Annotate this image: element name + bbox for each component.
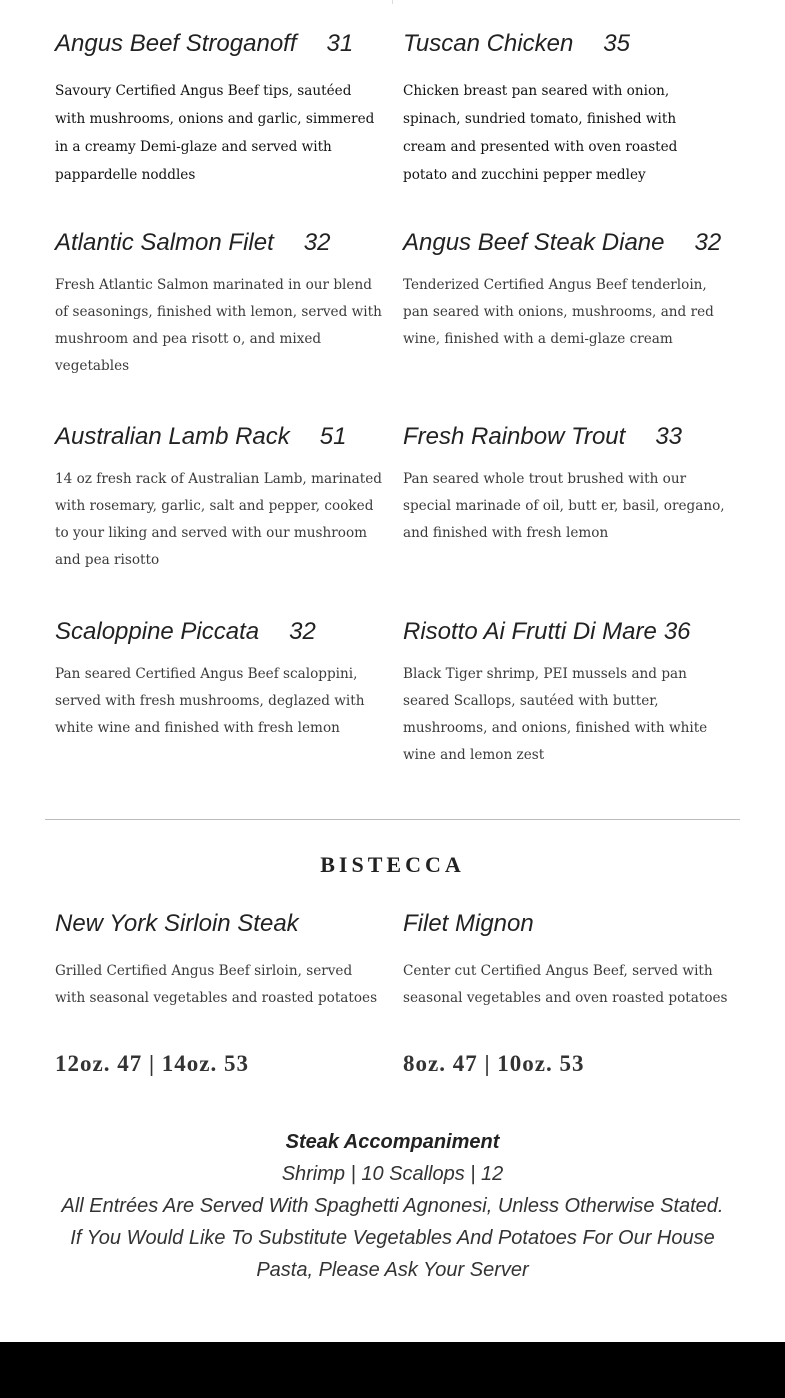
steak-price: 12oz. 47 | 14oz. 53 (55, 1051, 249, 1076)
dish-description: Chicken breast pan seared with onion, spinach, sundried tomato, finished with cream and presented with oven roasted potato and zucchini pepper medley (403, 83, 678, 183)
menu-item-lamb-rack (55, 422, 385, 574)
dish-name: Risotto Ai Frutti Di Mare (403, 618, 657, 645)
top-divider-mark (392, 0, 393, 4)
menu-notes (0, 1126, 785, 1286)
accompaniment-prices: Shrimp | 10 Scallops | 12 (281, 1163, 504, 1185)
footer-bar (0, 1342, 785, 1398)
dish-description: 14 oz fresh rack of Australian Lamb, marinated with rosemary, garlic, salt and pepper, cooked to your liking and served with our mushroom and pea risotto (55, 471, 382, 568)
dish-price: 35 (603, 30, 630, 57)
dish-name: Fresh Rainbow Trout (403, 423, 626, 450)
dish-description: Fresh Atlantic Salmon marinated in our blend of seasonings, finished with lemon, served with mushroom and pea risott o, and mixed vegetables (55, 277, 382, 374)
dish-price: 36 (663, 618, 691, 645)
menu-item-scaloppine (55, 617, 375, 742)
section-divider (45, 819, 740, 820)
steak-name: New York Sirloin Steak (55, 910, 299, 937)
dish-name: Angus Beef Stroganoff (55, 30, 297, 57)
menu-item-risotto (403, 617, 733, 769)
dish-price: 32 (289, 618, 316, 645)
note-line: Pasta, Please Ask Your Server (256, 1259, 529, 1281)
steak-name: Filet Mignon (403, 910, 534, 937)
dish-price: 32 (694, 229, 722, 256)
dish-description: Black Tiger shrimp, PEI mussels and pan seared Scallops, sautéed with butter, mushrooms, and onions, finished with white wine and lemon zest (403, 666, 708, 763)
menu-item-stroganoff (55, 29, 385, 189)
section-title: BISTECCA (320, 852, 465, 877)
accompaniment-title: Steak Accompaniment (285, 1131, 500, 1153)
dish-name: Tuscan Chicken (403, 30, 574, 57)
note-line: If You Would Like To Substitute Vegetables And Potatoes For Our House (70, 1227, 715, 1249)
menu-item-rainbow-trout (403, 422, 728, 547)
dish-name: Australian Lamb Rack (55, 423, 290, 450)
dish-price: 31 (326, 30, 354, 57)
dish-name: Atlantic Salmon Filet (55, 229, 274, 256)
dish-price: 33 (655, 423, 683, 450)
note-line: All Entrées Are Served With Spaghetti Agnonesi, Unless Otherwise Stated. (61, 1195, 724, 1217)
dish-name: Angus Beef Steak Diane (403, 229, 665, 256)
steak-price: 8oz. 47 | 10oz. 53 (403, 1051, 585, 1076)
menu-item-salmon (55, 228, 385, 380)
dish-description: Savoury Certified Angus Beef tips, sautéed with mushrooms, onions and garlic, simmered in a creamy Demi-glaze and served with pappardelle noddles (55, 83, 375, 183)
dish-price: 32 (303, 229, 331, 256)
dish-description: Pan seared whole trout brushed with our special marinade of oil, butt er, basil, oregano, and finished with fresh lemon (403, 471, 725, 541)
dish-name: Scaloppine Piccata (55, 618, 260, 645)
menu-item-tuscan-chicken (403, 29, 703, 189)
steak-description: Grilled Certified Angus Beef sirloin, served with seasonal vegetables and roasted potatoes (55, 963, 378, 1006)
menu-item-steak-diane (403, 228, 728, 353)
dish-description: Pan seared Certified Angus Beef scaloppini, served with fresh mushrooms, deglazed with white wine and finished with fresh lemon (55, 666, 365, 736)
dish-price: 51 (319, 423, 347, 450)
dish-description: Tenderized Certified Angus Beef tenderloin, pan seared with onions, mushrooms, and red wine, finished with a demi-glaze cream (403, 277, 714, 347)
steak-description: Center cut Certified Angus Beef, served with seasonal vegetables and oven roasted potatoes (403, 963, 728, 1006)
